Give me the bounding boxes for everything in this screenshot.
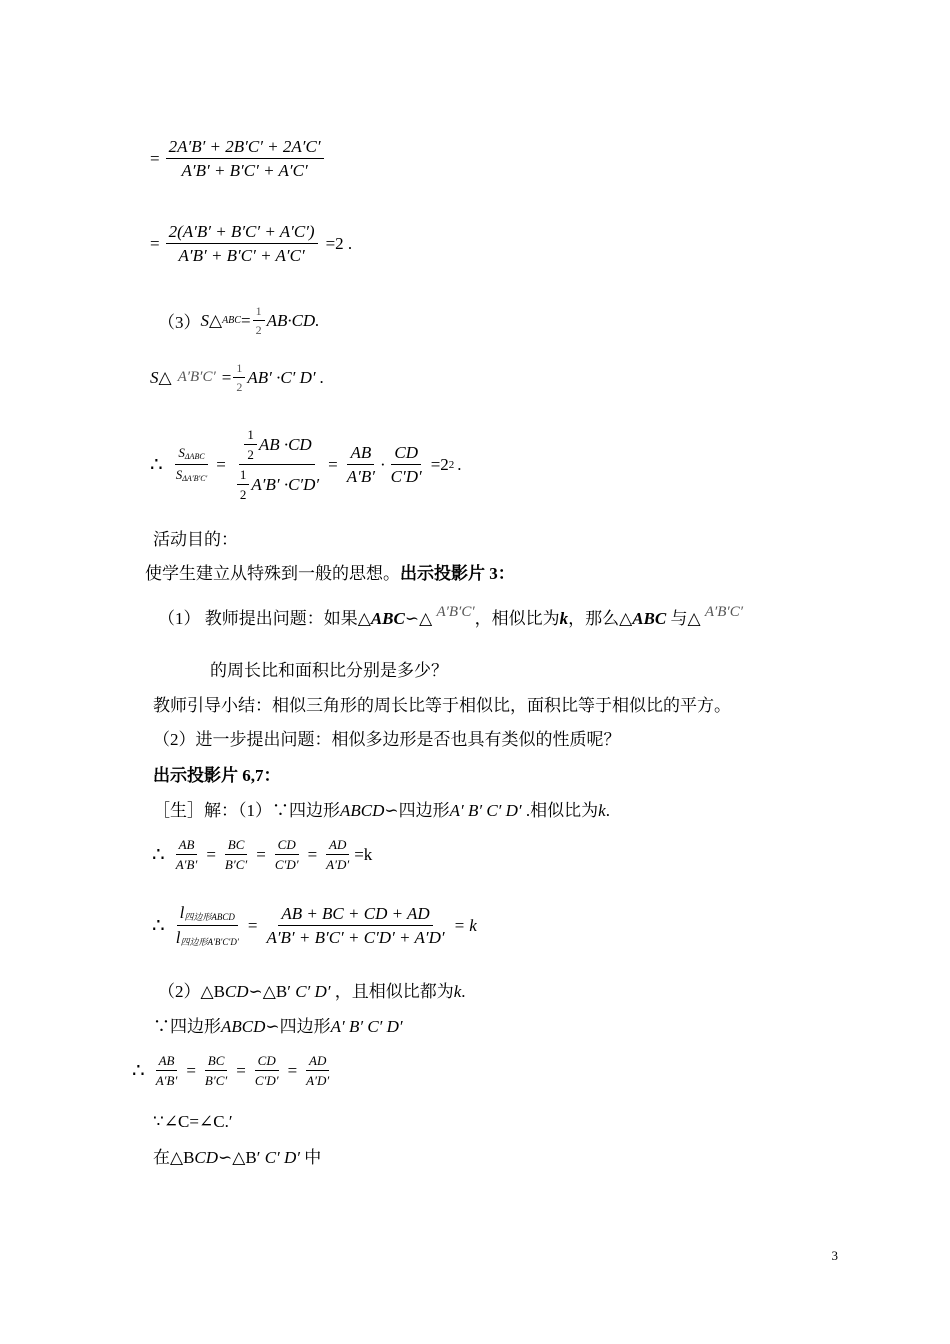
equals-sign: = [150, 233, 160, 253]
teacher-summary: 教师引导小结：相似三角形的周长比等于相似比，面积比等于相似比的平方。 [153, 696, 731, 715]
in-triangle-line: 在△BCD∽△B′ C′ D′ 中 [153, 1148, 322, 1167]
side-ratio-equals-k: ∴ $\frac{AB}{A'B'}$ = $\frac{BC}{B'C'}$ = $\frac{CD}{C'D'}$ = $\frac{AD}{A'D'}$ =k [152, 837, 373, 872]
eq1-denominator: A′B′ + B′C′ + A′C′ [181, 161, 308, 180]
quadrilateral-perimeter-ratio: ∴ $\frac{l_{四边形ABCD}}{l_{四边形A'B'C'D'}}$ = $\frac{AB + BC + CD + AD}{A'B' + B'C' + C'D' + A'D'}$ = k [152, 903, 477, 947]
activity-heading: 活动目的： [153, 530, 238, 549]
because-line: ∵四边形ABCD∽四边形A′ B′ C′ D′ [153, 1017, 403, 1036]
question-1: （1） 教师提出问题：如果△ABC∽△ A′B′C′，相似比为k，那么△ABC 与△ A′B′C′ [158, 604, 743, 628]
slide-6-7-heading: 出示投影片 6,7： [153, 766, 281, 785]
equation-perimeter-sum [150, 138, 326, 179]
purpose-line: 使学生建立从特殊到一般的思想。出示投影片 3： [145, 564, 515, 583]
area-ratio-equation: ∴ $\frac{S_{\Delta ABC}}{S_{\Delta A'B'C'}}$ = $\frac{1}{2}$ AB ·CD $\frac{1}{2}$ A′B′ ·C′D′ = $\frac{AB}{A'B'}$ · $\frac{CD}{C'D'}$ =2 2 . [150, 427, 462, 502]
angle-line: ∵∠C=∠C.′ [153, 1112, 233, 1131]
page-number: 3 [831, 1248, 838, 1263]
question-1-continued: 的周长比和面积比分别是多少？ [210, 661, 448, 680]
equals-sign: = [150, 148, 160, 168]
area-prime-line: S △ A′B′C′ = $\frac{1}{2}$ AB′ ·C′ D′ . [150, 361, 325, 394]
eq2-denominator: A′B′ + B′C′ + A′C′ [178, 246, 305, 265]
area-abc-line: （3） S △ ABC = $\frac{1}{2}$ AB·CD. [158, 304, 320, 337]
question-2: （2）进一步提出问题：相似多边形是否也具有类似的性质呢？ [153, 730, 621, 749]
part-2-line: （2）△BCD∽△B′ C′ D′ ，且相似比都为k. [158, 982, 466, 1001]
eq1-numerator: 2A′B′ + 2B′C′ + 2A′C′ [166, 138, 324, 159]
eq2-result: =2 . [325, 233, 353, 253]
equation-perimeter-factored [150, 223, 352, 264]
solution-line-1: ［生］解：（1）∵四边形ABCD∽四边形A′ B′ C′ D′ .相似比为k. [153, 801, 610, 820]
eq2-numerator: 2(A′B′ + B′C′ + A′C′) [166, 223, 318, 244]
side-ratio-chain: ∴ $\frac{AB}{A'B'}$ = $\frac{BC}{B'C'}$ = $\frac{CD}{C'D'}$ = $\frac{AD}{A'D'}$ [132, 1053, 330, 1088]
